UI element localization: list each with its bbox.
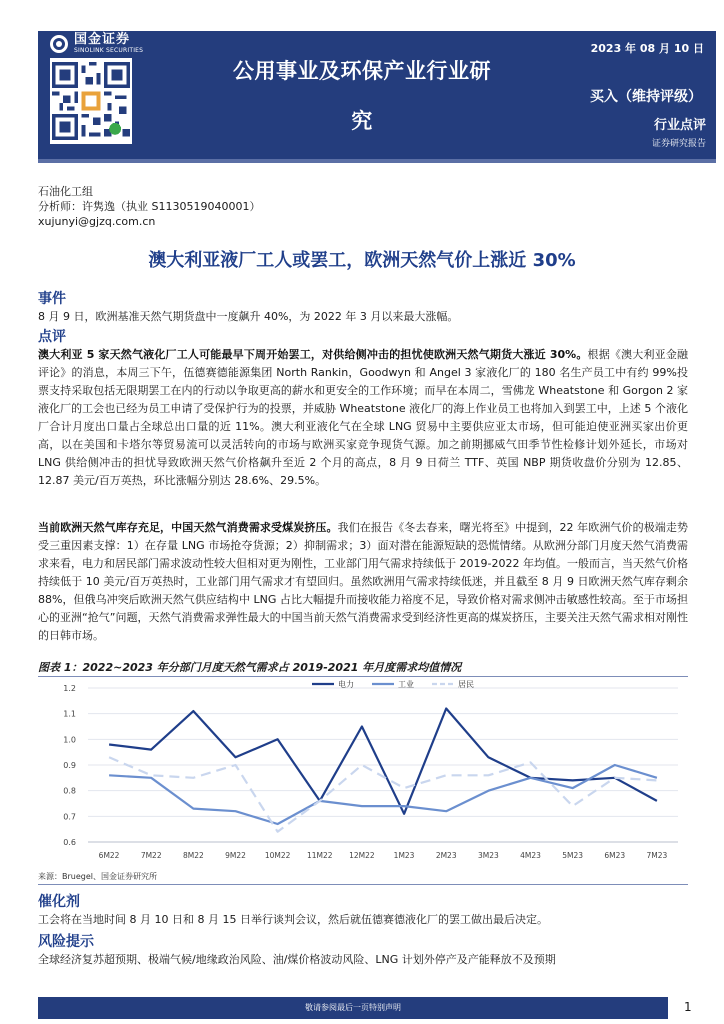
chart-y-tick-label: 0.6 [63,838,76,847]
chart-x-tick-label: 5M23 [562,851,584,860]
chart-y-tick-label: 1.1 [63,709,76,719]
chart-x-tick-label: 8M22 [182,851,204,860]
analyst-group: 石油化工组 [38,185,93,198]
report-headline: 澳大利亚液厂工人或罢工，欧洲天然气价上涨近 30% [148,250,576,271]
page-number: 1 [684,1000,692,1014]
logo-mark-icon [50,35,68,53]
report-header-banner [0,0,724,166]
analyst-email[interactable]: xujunyi@gjzq.com.cn [38,215,156,228]
figure-top-rule [38,676,688,677]
chart-x-tick-label: 6M23 [604,851,626,860]
chart-x-tick-label: 11M22 [307,851,333,860]
rating-label: 买入（维持评级） [590,89,702,105]
chart-x-tick-label: 10M22 [264,851,291,860]
logo-en: SINOLINK SECURITIES [74,47,144,54]
report-title-line2: 究 [351,109,373,133]
chart-y-tick-label: 0.8 [63,786,76,796]
company-logo [50,33,143,54]
chart-series-line-1 [109,709,657,814]
report-type-label: 行业点评 [653,118,706,133]
demand-line-chart [38,680,688,868]
chart-y-tick-label: 1.0 [63,735,76,745]
event-heading: 事件 [38,291,66,307]
risk-heading: 风险提示 [38,934,94,950]
risk-text: 全球经济复苏超预期、极端气候/地缘政治风险、油/煤价格波动风险、LNG 计划外停产及产能释放不及预期 [38,953,556,966]
chart-x-tick-label: 6M22 [98,851,120,860]
report-date: 2023 年 08 月 10 日 [590,42,704,55]
chart-svg [38,680,688,868]
comment-p1-lead: 澳大利亚 5 家天然气液化厂工人可能最早下周开始罢工，对供给侧冲击的担忧使欧洲天然气期货大涨近 30%。 [38,348,588,361]
chart-x-tick-label: 4M23 [520,851,541,860]
qr-code-icon [50,58,132,144]
report-sub-label: 证券研究报告 [651,139,706,149]
comment-paragraph-1 [38,346,688,490]
chart-legend-label: 居民 [458,680,474,689]
event-text: 8 月 9 日，欧洲基准天然气期货盘中一度飙升 40%，为 2022 年 3 月以来最大涨幅。 [38,310,459,323]
figure-bottom-rule [38,884,688,885]
catalyst-text: 工会将在当地时间 8 月 10 日和 8 月 15 日举行谈判会议，然后就伍德赛德液化厂的罢工做出最后决定。 [38,913,548,926]
chart-y-tick-label: 0.9 [63,761,76,770]
comment-p1-body: 根据《澳大利亚金融评论》的消息，本周三下午，伍德赛德能源集团 North Rankin，Goodwyn 和 Angel 3 家液化厂的 180 名生产员工中有约 99%投票支持采取包括无限期罢工在内的行动以争取更高的薪水和更安全的工作环境；而早在本周二，雪佛龙 Wheatstone 和 Gorgon 2 家液化厂的工会也已经为员工申请了受保护行为的投票，并威胁 Wheatstone 液化厂的海上作业员工也将加入到罢工中，上述 5 个液化厂合计月度出口量占全球总出口量的近 11%。澳大利亚液化气在全球 LNG 贸易中主要供应亚太市场，但可能迫使亚洲买家出价更高，以在美国和卡塔尔等贸易流可以灵活转向的市场与欧洲买家竞争现货气源。加之前期挪威气田季节性检修计划外延长，市场对 LNG 供给侧冲击的担忧导致欧洲天然气价格飙升至近 2 个月的高点，8 月 9 日荷兰 TTF、英国 NBP 期货收盘价分别为 12.85、12.87 美元/百万英热，环比涨幅分别达 28.6%、29.5%。 [38,348,689,487]
banner-stripe [38,159,716,163]
chart-legend-label: 工业 [398,680,414,689]
figure-source: 来源：Bruegel、国金证券研究所 [38,872,157,881]
chart-x-tick-label: 1M23 [393,851,415,860]
chart-x-tick-label: 3M23 [477,851,499,860]
chart-x-tick-label: 2M23 [435,851,457,860]
logo-cn: 国金证券 [74,32,131,47]
chart-series-line-2 [109,765,657,824]
comment-p2-body: 我们在报告《冬去春来，曙光将至》中提到，22 年欧洲气价的极端走势受三重因素支撑：1）在存量 LNG 市场抢夺货源；2）抑制需求；3）面对潜在能源短缺的恐慌情绪。从欧洲分部门月度天然气消费需求来看，电力和居民部门需求波动性较大但相对更为刚性，工业部门用气需求持续低于 2019-2022 年均值。一般而言，当天然气价格持续低于 10 美元/百万英热时，工业部门用气需求才有望回归。虽然欧洲用气需求持续低迷，并且截至 8 月 9 日欧洲天然气库存剩余 88%，但俄乌冲突后欧洲天然气供应结构中 LNG 占比大幅提升而接收能力裕度不足，导致价格对需求侧冲击敏感性较高。至于市场担心的亚洲“抢气”问题，天然气消费需求弹性最大的中国当前天然气消费需求受到经济性更高的煤炭挤压，主要关注天然气需求相对刚性的日韩市场。 [38,521,688,642]
report-title-line1: 公用事业及环保产业行业研 [233,59,491,83]
chart-x-tick-label: 7M23 [646,851,668,860]
catalyst-heading: 催化剂 [38,894,80,910]
footer-disclaimer-bar[interactable]: 敬请参阅最后一页特别声明 [38,997,668,1019]
chart-legend-label: 电力 [338,680,354,689]
comment-paragraph-2 [38,519,688,645]
analyst-info [38,184,260,229]
chart-y-tick-label: 0.7 [63,812,76,822]
chart-x-tick-label: 9M22 [225,851,246,860]
report-title [172,46,552,146]
comment-p2-lead: 当前欧洲天然气库存充足，中国天然气消费需求受煤炭挤压。 [38,521,338,534]
comment-heading: 点评 [38,329,66,345]
analyst-name: 分析师：许隽逸（执业 S1130519040001） [38,200,261,213]
chart-x-tick-label: 7M22 [140,851,162,860]
chart-y-tick-label: 1.2 [63,684,76,693]
chart-x-tick-label: 12M22 [349,851,375,860]
figure-title: 图表 1：2022~2023 年分部门月度天然气需求占 2019-2021 年月度需求均值情况 [38,661,462,674]
